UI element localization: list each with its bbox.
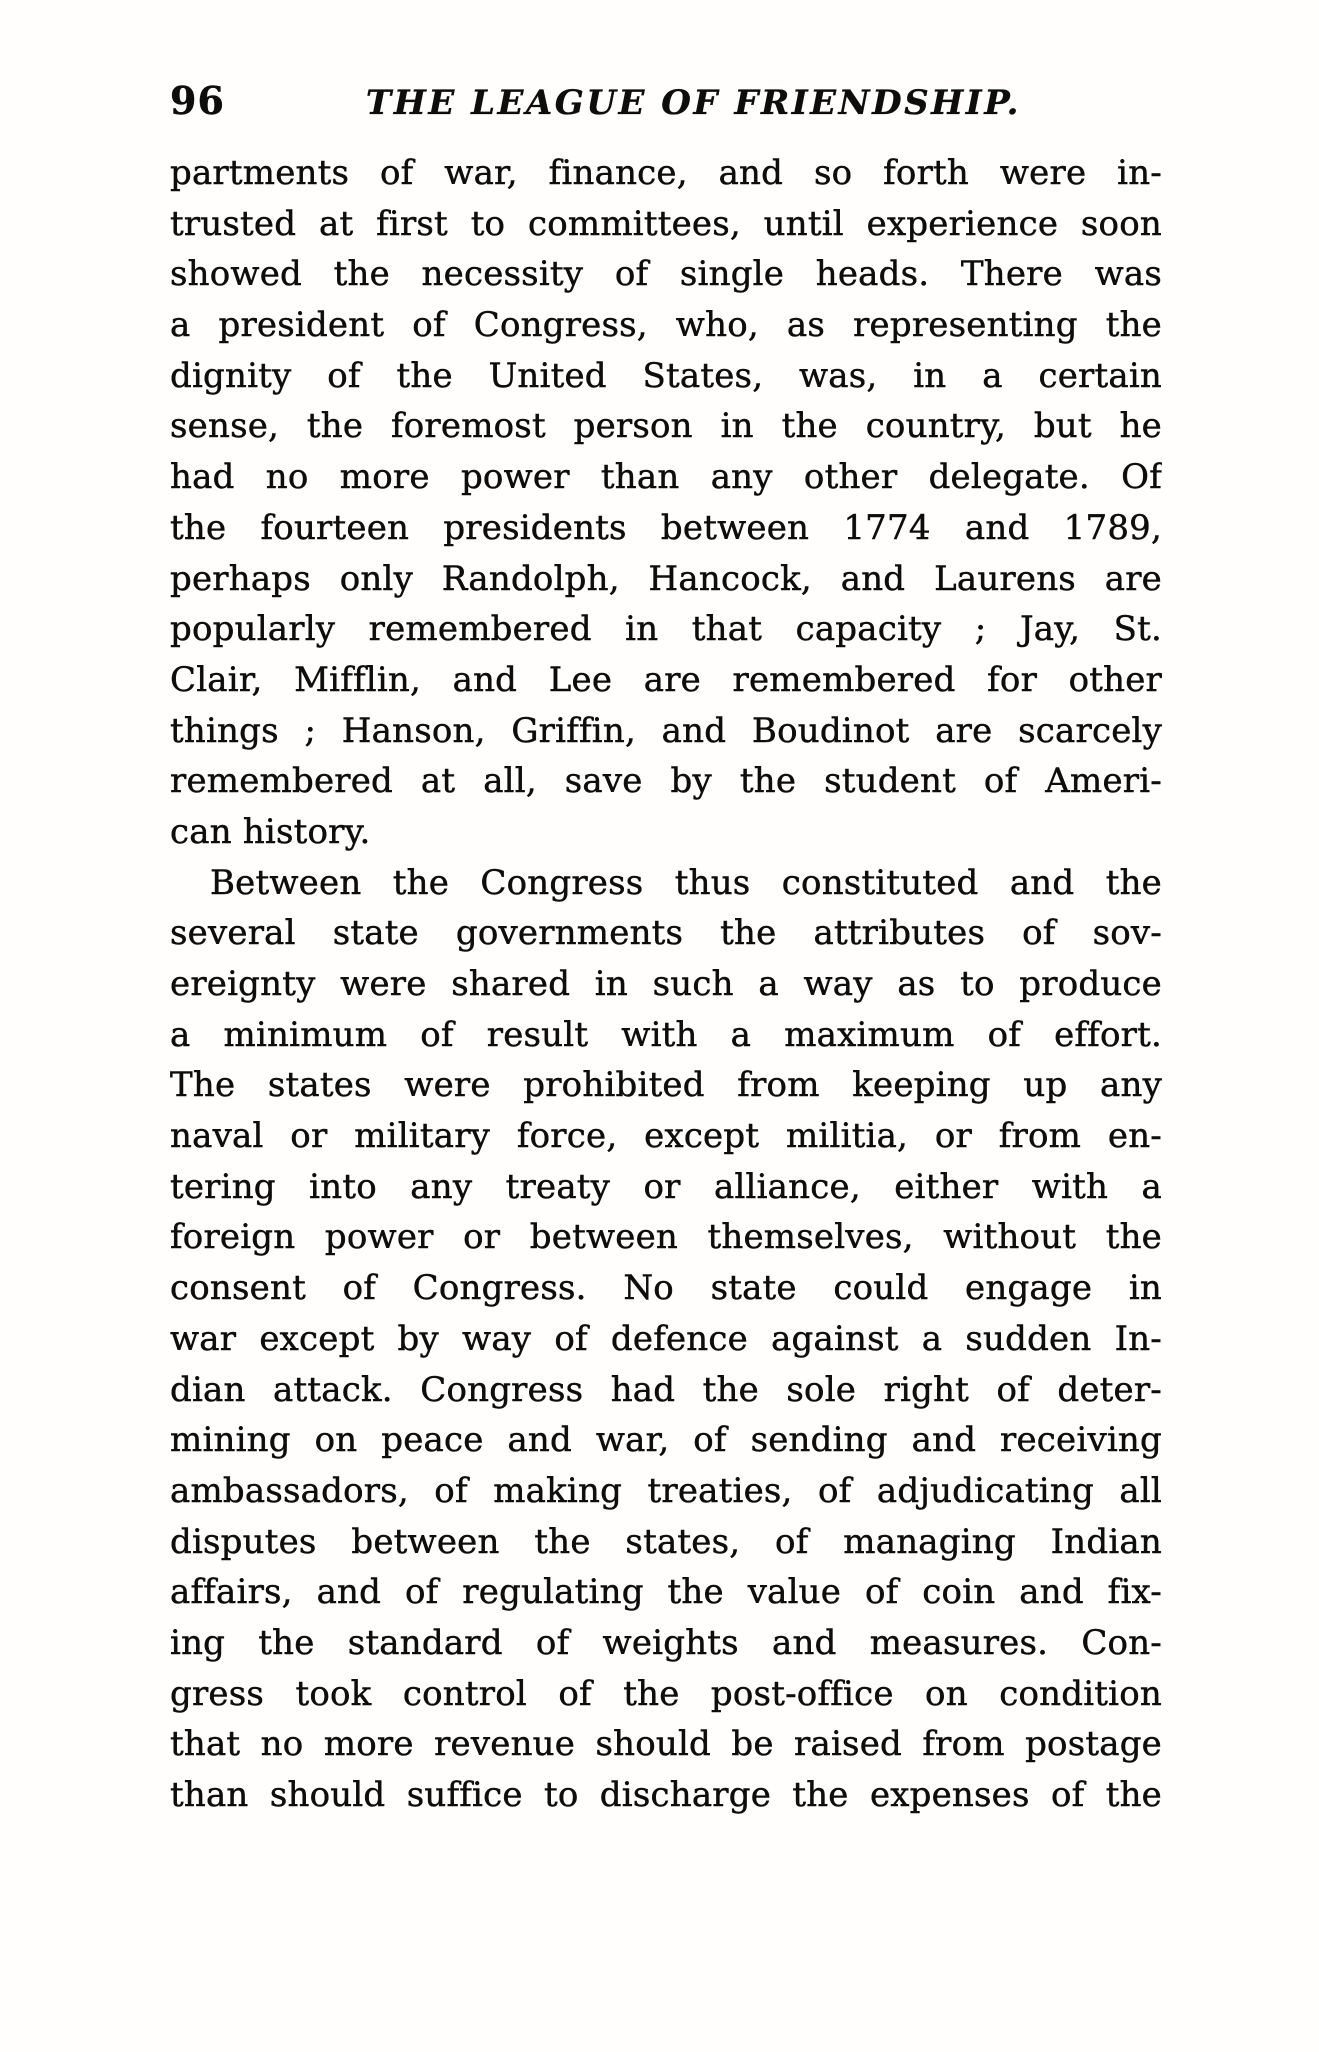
text-line: perhaps only Randolph, Hancock, and Laurens are [170,558,1162,599]
body-text [170,148,1162,1821]
text-line: a minimum of result with a maximum of effort. [170,1014,1162,1055]
text-line: things ; Hanson, Griffin, and Boudinot are scarcely [170,710,1162,751]
text-line-paragraph-start: Between the Congress thus constituted and the [210,862,1162,903]
text-line: popularly remembered in that capacity ; Jay, St. [170,609,1162,650]
text-line: several state governments the attributes of sov- [170,913,1162,954]
text-line: foreign power or between themselves, without the [170,1217,1162,1258]
text-line: partments of war, finance, and so forth were in- [170,153,1162,193]
text-line: gress took control of the post-office on condition [170,1673,1162,1714]
text-line: tering into any treaty or alliance, either with a [170,1166,1162,1207]
text-line: mining on peace and war, of sending and receiving [170,1420,1162,1461]
text-line: dignity of the United States, was, in a certain [170,355,1162,396]
text-line: affairs, and of regulating the value of coin and fix- [170,1572,1162,1613]
text-line: remembered at all, save by the student of Ameri- [170,761,1162,802]
running-head [170,78,1162,123]
text-line: ing the standard of weights and measures. Con- [170,1622,1162,1663]
text-line: consent of Congress. No state could engage in [170,1268,1162,1309]
text-line: a president of Congress, who, as representing the [170,305,1162,346]
text-line: ereignty were shared in such a way as to produce [170,964,1162,1004]
page-number: 96 [170,78,225,123]
text-line: than should suffice to discharge the expenses of the [170,1775,1162,1815]
text-line: war except by way of defence against a sudden In- [170,1318,1162,1359]
text-line: the fourteen presidents between 1774 and 1789, [170,507,1162,548]
text-line: naval or military force, except militia, or from en- [170,1116,1162,1157]
text-line: that no more revenue should be raised from postage [170,1724,1162,1765]
text-line: dian attack. Congress had the sole right of deter- [170,1369,1162,1410]
text-line: showed the necessity of single heads. There was [170,254,1162,295]
text-line: had no more power than any other delegate. Of [170,457,1162,498]
text-line: The states were prohibited from keeping up any [170,1065,1162,1106]
text-line-paragraph-end: can history. [170,811,371,852]
text-line: trusted at first to committees, until experience soon [170,203,1162,244]
running-title: THE LEAGUE OF FRIENDSHIP. [365,83,1021,123]
text-line: disputes between the states, of managing Indian [170,1521,1162,1562]
text-line: Clair, Mifflin, and Lee are remembered for other [170,659,1162,700]
text-line: sense, the foremost person in the country, but he [170,406,1162,447]
text-line: ambassadors, of making treaties, of adjudicating all [170,1470,1162,1511]
